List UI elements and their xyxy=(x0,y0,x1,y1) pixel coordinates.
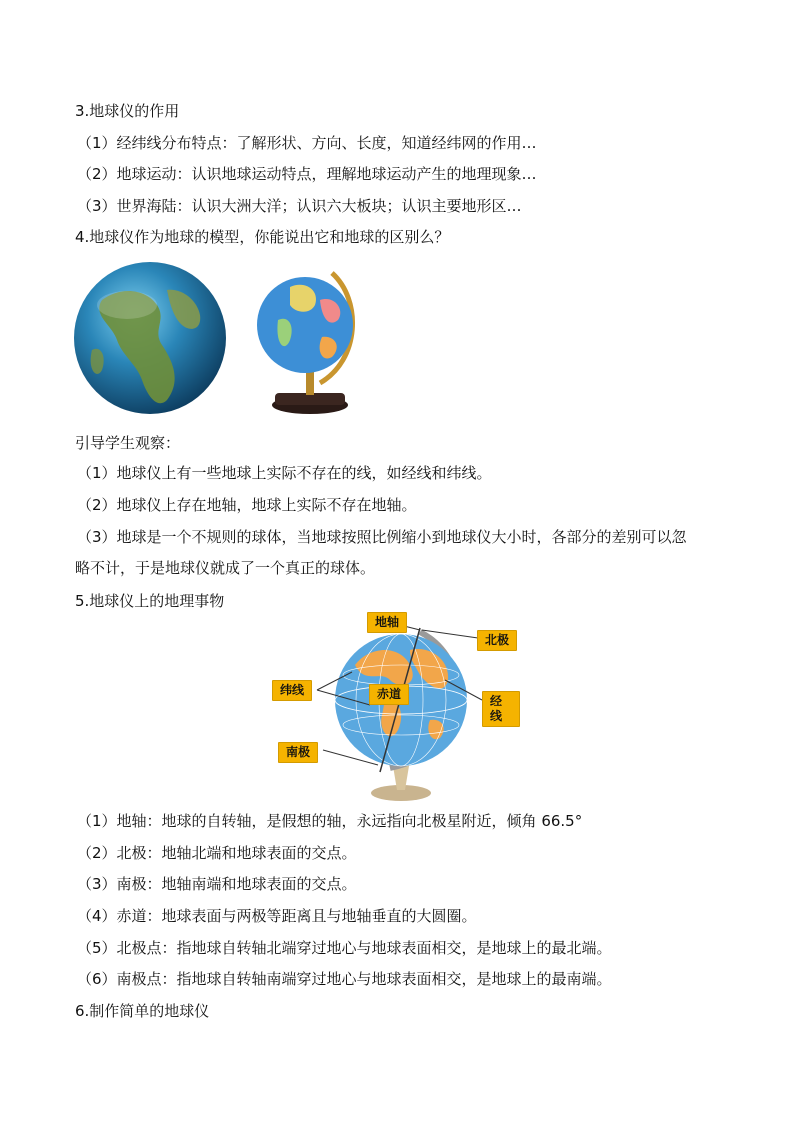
section-5-title: 5.地球仪上的地理事物 xyxy=(75,592,225,610)
section-4-item-3: （3）地球是一个不规则的球体，当地球按照比例缩小到地球仪大小时，各部分的差别可以忽 xyxy=(77,528,687,546)
section-3-title: 3.地球仪的作用 xyxy=(75,102,180,120)
section-3-item-1: （1）经纬线分布特点：了解形状、方向、长度，知道经纬网的作用… xyxy=(77,134,537,152)
globe-diagram xyxy=(270,610,520,805)
section-4-title: 4.地球仪作为地球的模型，你能说出它和地球的区别么？ xyxy=(75,228,450,246)
section-3-item-3: （3）世界海陆：认识大洲大洋；认识六大板块；认识主要地形区… xyxy=(77,197,522,215)
label-longitude: 经线 xyxy=(482,691,520,727)
section-5-item-6: （6）南极点：指地球自转轴南端穿过地心与地球表面相交，是地球上的最南端。 xyxy=(77,970,612,988)
section-4-item-1: （1）地球仪上有一些地球上实际不存在的线，如经线和纬线。 xyxy=(77,464,492,482)
label-north-pole: 北极 xyxy=(477,630,517,651)
section-5-item-3: （3）南极：地轴南端和地球表面的交点。 xyxy=(77,875,357,893)
earth-photo xyxy=(72,260,232,418)
section-5-item-1: （1）地轴：地球的自转轴，是假想的轴，永远指向北极星附近，倾角 66.5° xyxy=(77,812,583,830)
section-4-item-3-cont: 略不计，于是地球仪就成了一个真正的球体。 xyxy=(75,559,376,577)
label-equator: 赤道 xyxy=(369,684,409,705)
label-latitude: 纬线 xyxy=(272,680,312,701)
section-5-item-4: （4）赤道：地球表面与两极等距离且与地轴垂直的大圆圈。 xyxy=(77,907,477,925)
label-axis: 地轴 xyxy=(367,612,407,633)
section-3-item-2: （2）地球运动：认识地球运动特点，理解地球运动产生的地理现象… xyxy=(77,165,537,183)
section-6-title: 6.制作简单的地球仪 xyxy=(75,1002,210,1020)
globe-model-photo xyxy=(250,265,370,417)
section-5-item-2: （2）北极：地轴北端和地球表面的交点。 xyxy=(77,844,357,862)
section-5-item-5: （5）北极点：指地球自转轴北端穿过地心与地球表面相交，是地球上的最北端。 xyxy=(77,939,612,957)
guide-title: 引导学生观察： xyxy=(75,434,181,452)
section-4-item-2: （2）地球仪上存在地轴，地球上实际不存在地轴。 xyxy=(77,496,417,514)
label-south-pole: 南极 xyxy=(278,742,318,763)
